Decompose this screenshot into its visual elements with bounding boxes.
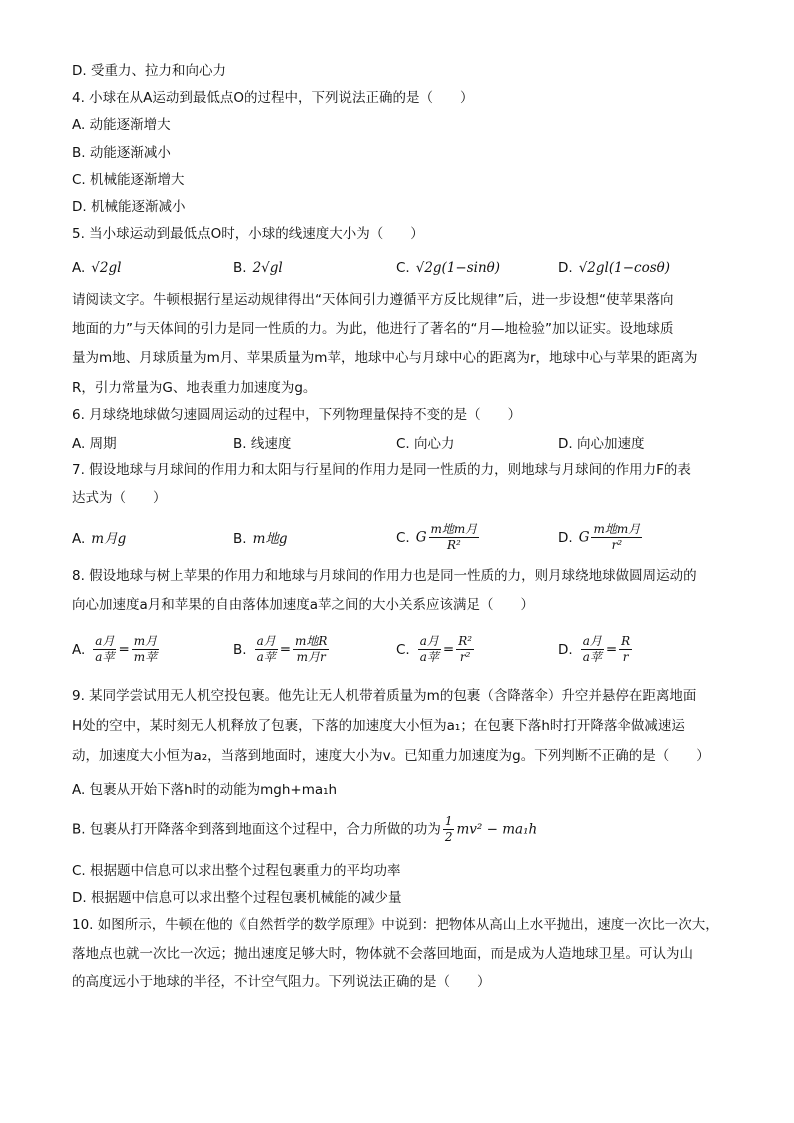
q9-stem-line-1: 9. 某同学尝试用无人机空投包裹。他先让无人机带着质量为m的包裹（含降落伞）升空并悬停在距离地面 [72,688,697,704]
q10-stem-line-3: 的高度远小于地球的半径，不计空气阻力。下列说法正确的是（ ） [72,974,491,990]
numerator: 1 [444,814,453,828]
fraction [456,634,474,665]
q8-option-a [72,634,161,665]
denominator: a苹 [256,650,276,664]
q9-stem-line-2: H处的空中，某时刻无人机释放了包裹，下落的加速度大小恒为a₁；在包裹下落h时打开降落伞做减速运 [72,718,685,734]
denominator: r² [459,650,471,664]
q6-option-a: A. 周期 [72,436,117,452]
numerator: a月 [256,634,276,648]
fraction [93,634,116,665]
numerator: a月 [95,634,115,648]
q9-stem-line-3: 动，加速度大小恒为a₂，当落到地面时，速度大小为v。已知重力加速度为g。下列判断不正确的是（ ） [72,748,710,764]
fraction [293,634,329,665]
numerator: R [621,634,631,648]
q5-options [72,255,732,281]
q6-option-c: C. 向心力 [396,436,455,452]
option-label: C. [396,260,410,276]
option-formula: √2g(1−sinθ) [415,260,501,276]
denominator: R² [446,538,461,552]
option-label: C. [396,529,410,546]
reading-line-2: 地面的力”与天体间的引力是同一性质的力。为此，他进行了著名的“月—地检验”加以证实。设地球质 [72,321,674,337]
q7-option-b [233,526,288,552]
option-label: B. [233,260,247,276]
numerator: a月 [582,634,602,648]
q8-stem-line-2: 向心加速度a月和苹果的自由落体加速度a苹之间的大小关系应该满足（ ） [72,597,535,613]
denominator: m月r [296,650,326,664]
option-label: B. [233,531,247,547]
q6-stem: 6. 月球绕地球做匀速圆周运动的过程中，下列物理量保持不变的是（ ） [72,407,522,423]
q6-option-b: B. 线速度 [233,436,292,452]
numerator: m地m月 [430,522,478,536]
q7-option-d [558,522,644,553]
reading-line-1: 请阅读文字。牛顿根据行星运动规律得出“天体间引力遵循平方反比规律”后，进一步设想“使苹果落向 [72,292,674,308]
q9-option-c: C. 根据题中信息可以求出整个过程包裹重力的平均功率 [72,863,401,879]
q7-option-a [72,526,126,552]
q4-option-c: C. 机械能逐渐增大 [72,172,185,188]
fraction [591,522,642,553]
option-text: B. 包裹从打开降落伞到落到地面这个过程中，合力所做的功为 [72,821,441,838]
q4-stem: 4. 小球在从A运动到最低点O的过程中，下列说法正确的是（ ） [72,90,474,106]
q5-option-b [233,255,283,281]
denominator: r [622,650,629,664]
reading-line-3: 量为m地、月球质量为m月、苹果质量为m苹，地球中心与月球中心的距离为r，地球中心与苹果的距离为 [72,350,698,366]
q4-option-a: A. 动能逐渐增大 [72,117,171,133]
q10-stem-line-2: 落地点也就一次比一次远；抛出速度足够大时，物体就不会落回地面，而是成为人造地球卫星。可认为山 [72,946,693,962]
option-label: D. [558,260,573,276]
q5-option-a [72,255,121,281]
fraction [443,814,455,845]
q8-option-c [396,634,476,665]
fraction [619,634,632,665]
q8-option-d [558,634,634,665]
denominator: 2 [444,830,453,844]
denominator: a苹 [419,650,439,664]
q9-option-d: D. 根据题中信息可以求出整个过程包裹机械能的减少量 [72,890,402,906]
option-formula: √2gl(1−cosθ) [578,260,671,276]
q7-stem-line-1: 7. 假设地球与月球间的作用力和太阳与行星间的作用力是同一性质的力，则地球与月球间的作用力F的表 [72,462,691,478]
gravitational-constant: G [578,529,590,546]
q8-option-b [233,634,331,665]
q9-option-a: A. 包裹从开始下落h时的动能为mgh+ma₁h [72,782,338,798]
q8-stem-line-1: 8. 假设地球与树上苹果的作用力和地球与月球间的作用力也是同一性质的力，则月球绕地球做圆周运动的 [72,568,697,584]
option-label: A. [72,531,86,547]
q5-option-d [558,255,670,281]
option-formula: mv² − ma₁h [456,821,538,838]
q10-stem-line-1: 10. 如图所示，牛顿在他的《自然哲学的数学原理》中说到：把物体从高山上水平抛出，速度一次比一次大， [72,917,719,933]
q4-option-b: B. 动能逐渐减小 [72,145,171,161]
q5-option-c [396,255,500,281]
numerator: m地R [295,634,328,648]
option-label: C. [396,641,410,658]
equals-sign: = [442,641,455,658]
fraction [418,634,441,665]
option-formula: 2√gl [252,260,283,276]
option-label: A. [72,641,86,658]
fraction [255,634,278,665]
option-label: B. [233,641,247,658]
numerator: m月 [133,634,158,648]
option-formula: m地g [252,531,288,547]
q4-option-d: D. 机械能逐渐减小 [72,199,186,215]
denominator: a苹 [95,650,115,664]
q8-options [72,634,732,670]
q3-option-d: D. 受重力、拉力和向心力 [72,63,226,79]
option-formula: √2gl [91,260,122,276]
fraction [132,634,159,665]
q7-options [72,522,732,556]
denominator: m苹 [133,650,158,664]
equals-sign: = [118,641,130,658]
option-label: D. [558,641,573,658]
fraction [429,522,480,553]
numerator: a月 [419,634,439,648]
q6-option-d: D. 向心加速度 [558,436,645,452]
q7-stem-line-2: 达式为（ ） [72,490,167,506]
q9-option-b [72,814,537,845]
numerator: m地m月 [593,522,641,536]
q7-option-c [396,522,481,553]
q6-options [72,431,732,457]
gravitational-constant: G [415,529,427,546]
fraction [581,634,604,665]
reading-line-4: R，引力常量为G、地表重力加速度为g。 [72,380,317,396]
q5-stem: 5. 当小球运动到最低点O时，小球的线速度大小为（ ） [72,226,424,242]
equals-sign: = [279,641,292,658]
option-label: D. [558,529,573,546]
denominator: r² [611,538,623,552]
equals-sign: = [605,641,618,658]
denominator: a苹 [582,650,602,664]
option-formula: m月g [91,531,127,547]
option-label: A. [72,260,86,276]
numerator: R² [458,634,473,648]
